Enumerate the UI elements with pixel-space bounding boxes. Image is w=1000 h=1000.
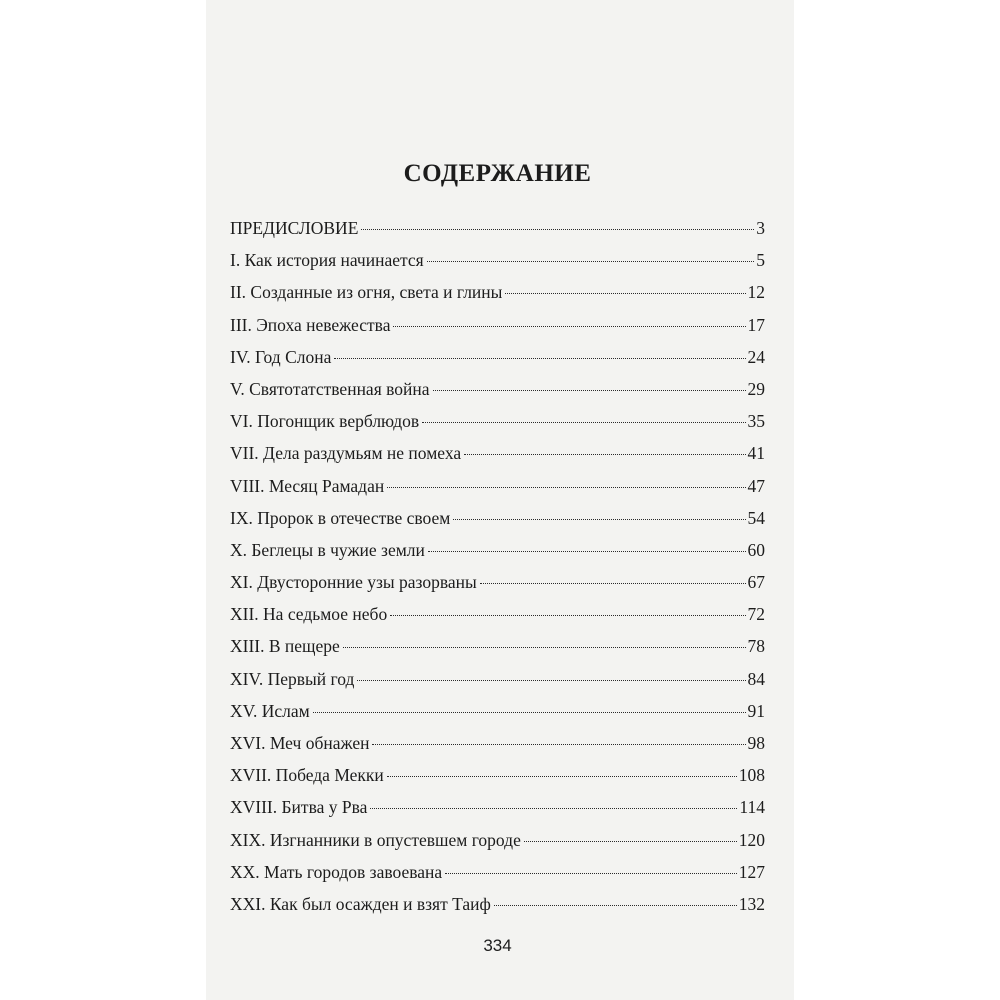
toc-entry-title: X. Беглецы в чужие земли	[230, 539, 425, 560]
toc-entry-title: XI. Двусторонние узы разорваны	[230, 572, 477, 593]
toc-entry-title: XIV. Первый год	[230, 668, 355, 689]
dot-leader	[361, 229, 754, 230]
toc-entry-page: 91	[747, 700, 765, 721]
toc-entry-page: 127	[738, 861, 765, 882]
toc-entry-page: 5	[756, 250, 765, 271]
toc-entry-title: XII. На седьмое небо	[230, 604, 388, 625]
dot-leader	[357, 680, 745, 681]
toc-entry-page: 132	[738, 893, 765, 914]
toc-entry-page: 98	[747, 733, 765, 753]
toc-entry	[230, 729, 765, 761]
toc-entry-page: 54	[747, 507, 765, 528]
toc-entry	[230, 439, 765, 471]
toc-entry-page: 29	[747, 378, 765, 399]
toc-entry	[230, 890, 765, 922]
toc-entry-title: XX. Мать городов завоевана	[230, 861, 443, 882]
dot-leader	[505, 293, 745, 294]
toc-entry	[230, 761, 765, 793]
toc-entry	[230, 858, 765, 890]
toc-entry	[230, 278, 765, 310]
toc-entry-page: 35	[747, 411, 765, 432]
page-title: СОДЕРЖАНИЕ	[403, 160, 592, 187]
toc-entry-page: 84	[747, 668, 765, 689]
toc-entry-page: 114	[739, 797, 765, 818]
toc-entry	[230, 600, 765, 632]
dot-leader	[343, 647, 746, 648]
toc-entry-page: 41	[747, 443, 765, 464]
toc-entry-page: 12	[747, 282, 765, 303]
dot-leader	[393, 326, 745, 327]
toc-entry-page: 120	[738, 829, 765, 850]
toc-entry	[230, 568, 765, 600]
dot-leader	[428, 551, 746, 552]
toc-entry-title: IX. Пророк в отечестве своем	[230, 507, 451, 528]
toc-entry	[230, 343, 765, 375]
toc-entry-title: I. Как история начинается	[230, 250, 424, 271]
dot-leader	[334, 358, 745, 359]
toc-entry	[230, 407, 765, 439]
toc-entry-page: 72	[747, 604, 765, 625]
toc-entry-page: 17	[747, 314, 765, 335]
toc-entry	[230, 632, 765, 664]
page-number: 334	[483, 936, 512, 955]
toc-entry	[230, 375, 765, 407]
toc-entry	[230, 536, 765, 568]
dot-leader	[422, 422, 745, 423]
toc-entry	[230, 214, 765, 246]
toc-entry-title: XIX. Изгнанники в опустевшем городе	[230, 829, 521, 850]
dot-leader	[372, 744, 745, 745]
toc-entry-title: VI. Погонщик верблюдов	[230, 411, 420, 432]
toc-entry-page: 108	[738, 765, 765, 786]
table-of-contents	[230, 214, 765, 922]
toc-entry-title: XIII. В пещере	[230, 636, 340, 657]
toc-entry-title: ПРЕДИСЛОВИЕ	[230, 218, 359, 238]
dot-leader	[524, 841, 737, 842]
toc-entry	[230, 246, 765, 278]
toc-entry	[230, 697, 765, 729]
dot-leader	[387, 776, 737, 777]
dot-leader	[464, 454, 745, 455]
toc-entry	[230, 826, 765, 858]
toc-entry	[230, 665, 765, 697]
dot-leader	[313, 712, 746, 713]
toc-entry-title: VIII. Месяц Рамадан	[230, 475, 385, 496]
toc-entry	[230, 472, 765, 504]
toc-entry	[230, 311, 765, 343]
dot-leader	[453, 519, 745, 520]
toc-entry-page: 67	[747, 572, 765, 593]
dot-leader	[494, 905, 737, 906]
toc-entry-title: II. Созданные из огня, света и глины	[230, 282, 503, 303]
dot-leader	[433, 390, 746, 391]
page-content	[230, 0, 765, 1000]
toc-entry-title: XXI. Как был осажден и взят Таиф	[230, 893, 491, 914]
toc-entry	[230, 504, 765, 536]
toc-entry-title: IV. Год Слона	[230, 346, 332, 367]
dot-leader	[427, 261, 755, 262]
toc-entry-title: XVI. Меч обнажен	[230, 733, 370, 753]
toc-entry-title: III. Эпоха невежества	[230, 314, 391, 335]
toc-entry-title: XVII. Победа Мекки	[230, 765, 384, 786]
toc-entry-title: VII. Дела раздумьям не помеха	[230, 443, 462, 464]
toc-entry-title: XVIII. Битва у Рва	[230, 797, 368, 818]
toc-entry-page: 24	[747, 346, 765, 367]
toc-entry-title: XV. Ислам	[230, 700, 310, 721]
dot-leader	[445, 873, 737, 874]
dot-leader	[370, 808, 737, 809]
toc-entry-title: V. Святотатственная война	[230, 378, 430, 399]
toc-entry-page: 3	[756, 218, 765, 238]
toc-entry-page: 47	[747, 475, 765, 496]
dot-leader	[390, 615, 745, 616]
toc-entry-page: 60	[747, 539, 765, 560]
toc-entry	[230, 793, 765, 825]
dot-leader	[387, 487, 745, 488]
toc-entry-page: 78	[747, 636, 765, 657]
dot-leader	[480, 583, 746, 584]
